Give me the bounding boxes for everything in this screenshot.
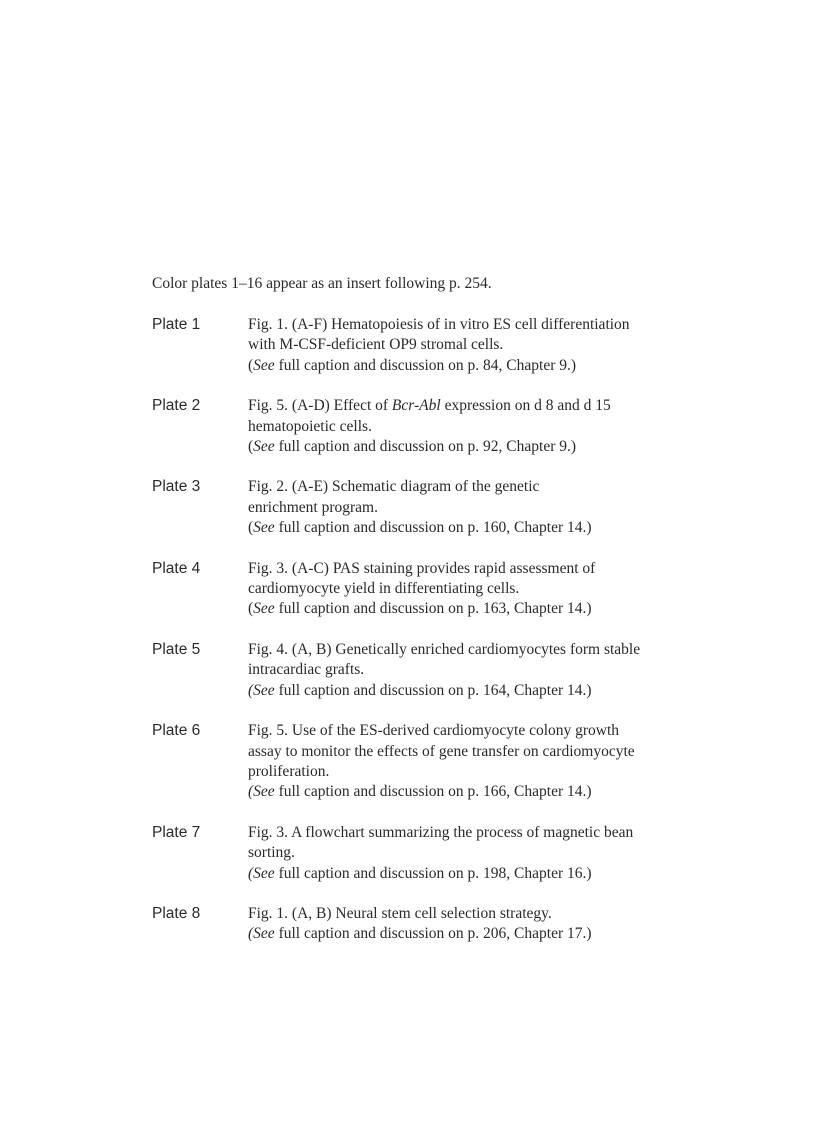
see-reference-text: full caption and discussion on p. 164, Chapter 14.) (274, 681, 592, 699)
see-reference-text: full caption and discussion on p. 84, Chapter 9.) (274, 356, 577, 374)
plate-label: Plate 1 (152, 316, 201, 333)
plate-caption (248, 721, 672, 803)
caption-line: with M-CSF-deficient OP9 stromal cells. (248, 336, 504, 354)
see-reference (248, 864, 672, 884)
see-reference-text: full caption and discussion on p. 166, Chapter 14.) (274, 783, 592, 801)
caption-line: Fig. 5. Use of the ES-derived cardiomyocyte colony growth (248, 722, 620, 740)
caption-text: expression on d 8 and d 15 (440, 397, 611, 415)
see-reference (248, 924, 672, 944)
caption-line: hematopoietic cells. (248, 417, 372, 435)
see-reference-text: full caption and discussion on p. 160, Chapter 14.) (274, 519, 592, 537)
plate-list (152, 315, 672, 945)
see-word: See (253, 864, 275, 882)
caption-text: Fig. 5. (A-D) Effect of (248, 397, 392, 415)
plate-caption (248, 823, 672, 884)
plate-label: Plate 7 (152, 823, 201, 841)
see-word: See (253, 356, 275, 374)
plate-entry-7 (152, 823, 672, 884)
gene-name: Bcr-Abl (391, 397, 441, 415)
plate-entry-1 (152, 315, 672, 376)
see-reference-text: full caption and discussion on p. 163, Chapter 14.) (274, 600, 592, 618)
caption-line: Fig. 4. (A, B) Genetically enriched cardiomyocytes form stable (248, 640, 641, 658)
see-word: See (253, 600, 275, 618)
caption-line: assay to monitor the effects of gene transfer on cardiomyocyte (248, 742, 635, 760)
plate-entry-2 (152, 396, 672, 457)
intro-note: Color plates 1–16 appear as an insert following p. 254. (152, 275, 492, 292)
see-reference (248, 681, 672, 701)
see-open: ( (248, 925, 254, 943)
plate-label: Plate 2 (152, 397, 201, 415)
plate-entry-4 (152, 559, 672, 620)
see-reference-text: full caption and discussion on p. 198, Chapter 16.) (274, 864, 592, 882)
caption-line: Fig. 1. (A, B) Neural stem cell selection strategy. (248, 904, 552, 922)
caption-line: Fig. 3. (A-C) PAS staining provides rapid assessment of (248, 559, 596, 577)
caption-line: proliferation. (248, 762, 330, 780)
caption-line: enrichment program. (248, 498, 378, 516)
caption-line: Fig. 2. (A-E) Schematic diagram of the genetic (248, 478, 540, 496)
see-word: See (253, 783, 275, 801)
plate-caption (248, 904, 672, 945)
plate-label: Plate 6 (152, 722, 201, 740)
plate-entry-5 (152, 640, 672, 701)
caption-line: sorting. (248, 844, 295, 862)
plate-caption (248, 315, 672, 376)
plate-caption (248, 559, 672, 620)
see-reference: (See full caption and discussion on p. 84, Chapter 9.) (248, 356, 577, 374)
plate-label: Plate 4 (152, 559, 201, 577)
see-word: See (253, 681, 275, 699)
see-reference: (See full caption and discussion on p. 92, Chapter 9.) (248, 438, 577, 456)
see-reference: (See full caption and discussion on p. 160, Chapter 14.) (248, 519, 592, 537)
see-open: ( (248, 681, 254, 699)
plate-caption (248, 640, 672, 701)
plate-label: Plate 5 (152, 640, 201, 658)
plate-caption (248, 477, 672, 538)
plate-label: Plate 8 (152, 904, 201, 922)
plate-entry-6 (152, 721, 672, 803)
plate-entry-3 (152, 477, 672, 538)
see-open: ( (248, 864, 254, 882)
see-reference (248, 782, 672, 802)
see-word: See (253, 438, 275, 456)
caption-line: Fig. 1. (A-F) Hematopoiesis of in vitro ES cell differentiation (248, 316, 630, 333)
caption-line (248, 396, 672, 416)
see-open: ( (248, 783, 254, 801)
caption-line: cardiomyocyte yield in differentiating cells. (248, 580, 520, 598)
see-reference: (See full caption and discussion on p. 163, Chapter 14.) (248, 600, 592, 618)
plate-label: Plate 3 (152, 478, 201, 496)
caption-line: Fig. 3. A flowchart summarizing the process of magnetic bean (248, 823, 634, 841)
see-reference-text: full caption and discussion on p. 206, Chapter 17.) (274, 925, 592, 943)
see-word: See (253, 925, 275, 943)
see-word: See (253, 519, 275, 537)
plate-caption (248, 396, 672, 457)
caption-line: intracardiac grafts. (248, 661, 365, 679)
see-reference-text: full caption and discussion on p. 92, Chapter 9.) (274, 438, 577, 456)
plate-entry-8 (152, 904, 672, 945)
